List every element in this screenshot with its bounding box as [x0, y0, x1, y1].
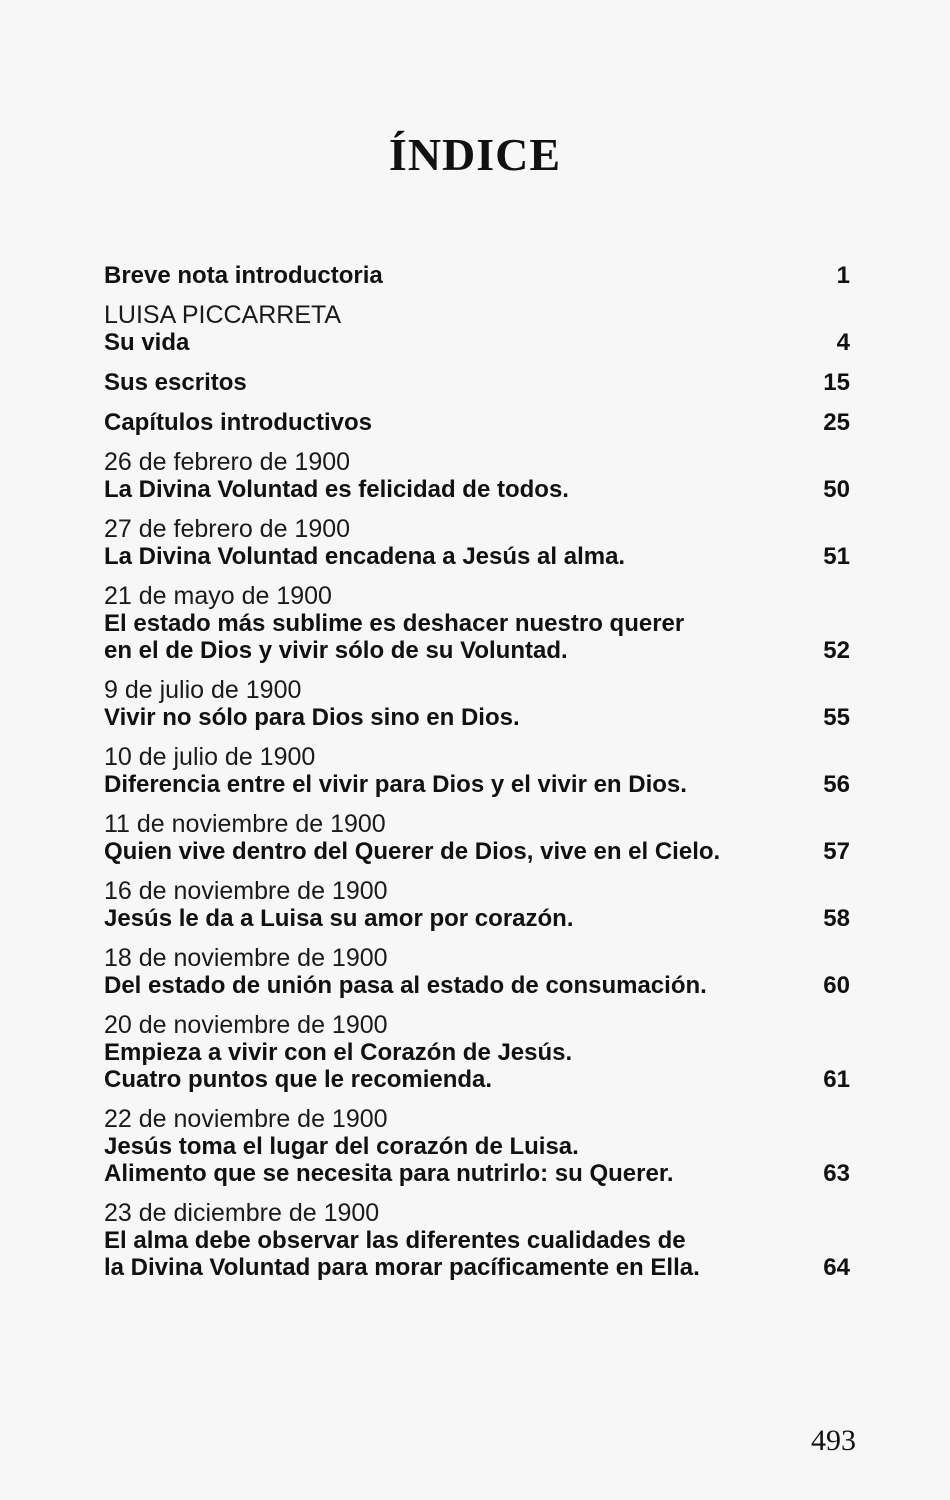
toc-entry-page: 51 [823, 543, 850, 570]
toc-entry-page: 64 [823, 1254, 850, 1281]
toc-entry-title: Jesús toma el lugar del corazón de Luisa. [104, 1133, 579, 1160]
toc-entry-date: 22 de noviembre de 1900 [104, 1105, 388, 1133]
toc-entry-date: LUISA PICCARRETA [104, 301, 342, 329]
toc-entry [104, 878, 850, 932]
toc-entry-title: El alma debe observar las diferentes cualidades de [104, 1227, 686, 1254]
toc-entry [104, 583, 850, 664]
toc-entry-title: Diferencia entre el vivir para Dios y el vivir en Dios. [104, 771, 687, 798]
toc-entry-title: en el de Dios y vivir sólo de su Voluntad. [104, 637, 568, 664]
toc-entry [104, 1106, 850, 1187]
toc-entry-title: La Divina Voluntad es felicidad de todos. [104, 476, 569, 503]
toc-entry [104, 369, 850, 396]
toc-entry-date: 10 de julio de 1900 [104, 743, 316, 771]
toc-entry-page: 56 [823, 771, 850, 798]
toc-entry-date: 9 de julio de 1900 [104, 676, 302, 704]
toc-entry-date: 27 de febrero de 1900 [104, 515, 351, 543]
toc-entry-date: 23 de diciembre de 1900 [104, 1199, 380, 1227]
toc-entry-title: Del estado de unión pasa al estado de consumación. [104, 972, 707, 999]
toc-entry-title: Jesús le da a Luisa su amor por corazón. [104, 905, 574, 932]
toc-entry-page: 15 [823, 369, 850, 396]
toc-entry [104, 811, 850, 865]
toc-entry-page: 63 [823, 1160, 850, 1187]
toc-entry-page: 4 [836, 329, 850, 356]
toc-entry-title: Quien vive dentro del Querer de Dios, vive en el Cielo. [104, 838, 721, 865]
toc-entry-page: 60 [823, 972, 850, 999]
toc-entry-title: El estado más sublime es deshacer nuestro querer [104, 610, 685, 637]
toc-entry [104, 409, 850, 436]
toc-entry-page: 61 [823, 1066, 850, 1093]
toc-entry [104, 744, 850, 798]
toc-entry-page: 58 [823, 905, 850, 932]
toc-entry-title: Alimento que se necesita para nutrirlo: su Querer. [104, 1160, 674, 1187]
page-number: 493 [811, 1424, 856, 1457]
toc-entry-page: 25 [823, 409, 850, 436]
toc-entry-page: 52 [823, 637, 850, 664]
toc-entry [104, 262, 850, 289]
toc-entry-date: 11 de noviembre de 1900 [104, 810, 386, 838]
toc-entry-title: Sus escritos [104, 369, 247, 396]
toc-entry-title: Empieza a vivir con el Corazón de Jesús. [104, 1039, 573, 1066]
toc-entry-date: 16 de noviembre de 1900 [104, 877, 388, 905]
toc-entry-date: 26 de febrero de 1900 [104, 448, 351, 476]
toc-entry-title: Vivir no sólo para Dios sino en Dios. [104, 704, 520, 731]
table-of-contents [104, 262, 850, 1294]
toc-entry-title: Cuatro puntos que le recomienda. [104, 1066, 493, 1093]
toc-entry [104, 1200, 850, 1281]
toc-entry-page: 57 [823, 838, 850, 865]
toc-entry-page: 1 [836, 262, 850, 289]
toc-entry [104, 449, 850, 503]
toc-entry-title: Breve nota introductoria [104, 262, 383, 289]
toc-entry-title: la Divina Voluntad para morar pacíficamente en Ella. [104, 1254, 700, 1281]
toc-entry-date: 21 de mayo de 1900 [104, 582, 332, 610]
toc-entry [104, 516, 850, 570]
toc-entry-page: 55 [823, 704, 850, 731]
toc-entry-title: Capítulos introductivos [104, 409, 373, 436]
toc-entry-title: La Divina Voluntad encadena a Jesús al alma. [104, 543, 626, 570]
toc-entry-date: 20 de noviembre de 1900 [104, 1011, 388, 1039]
page-title: ÍNDICE [388, 129, 562, 180]
toc-entry [104, 677, 850, 731]
toc-entry [104, 1012, 850, 1093]
toc-entry-title: Su vida [104, 329, 190, 356]
toc-entry-page: 50 [823, 476, 850, 503]
toc-entry-date: 18 de noviembre de 1900 [104, 944, 388, 972]
toc-entry [104, 302, 850, 356]
toc-entry [104, 945, 850, 999]
